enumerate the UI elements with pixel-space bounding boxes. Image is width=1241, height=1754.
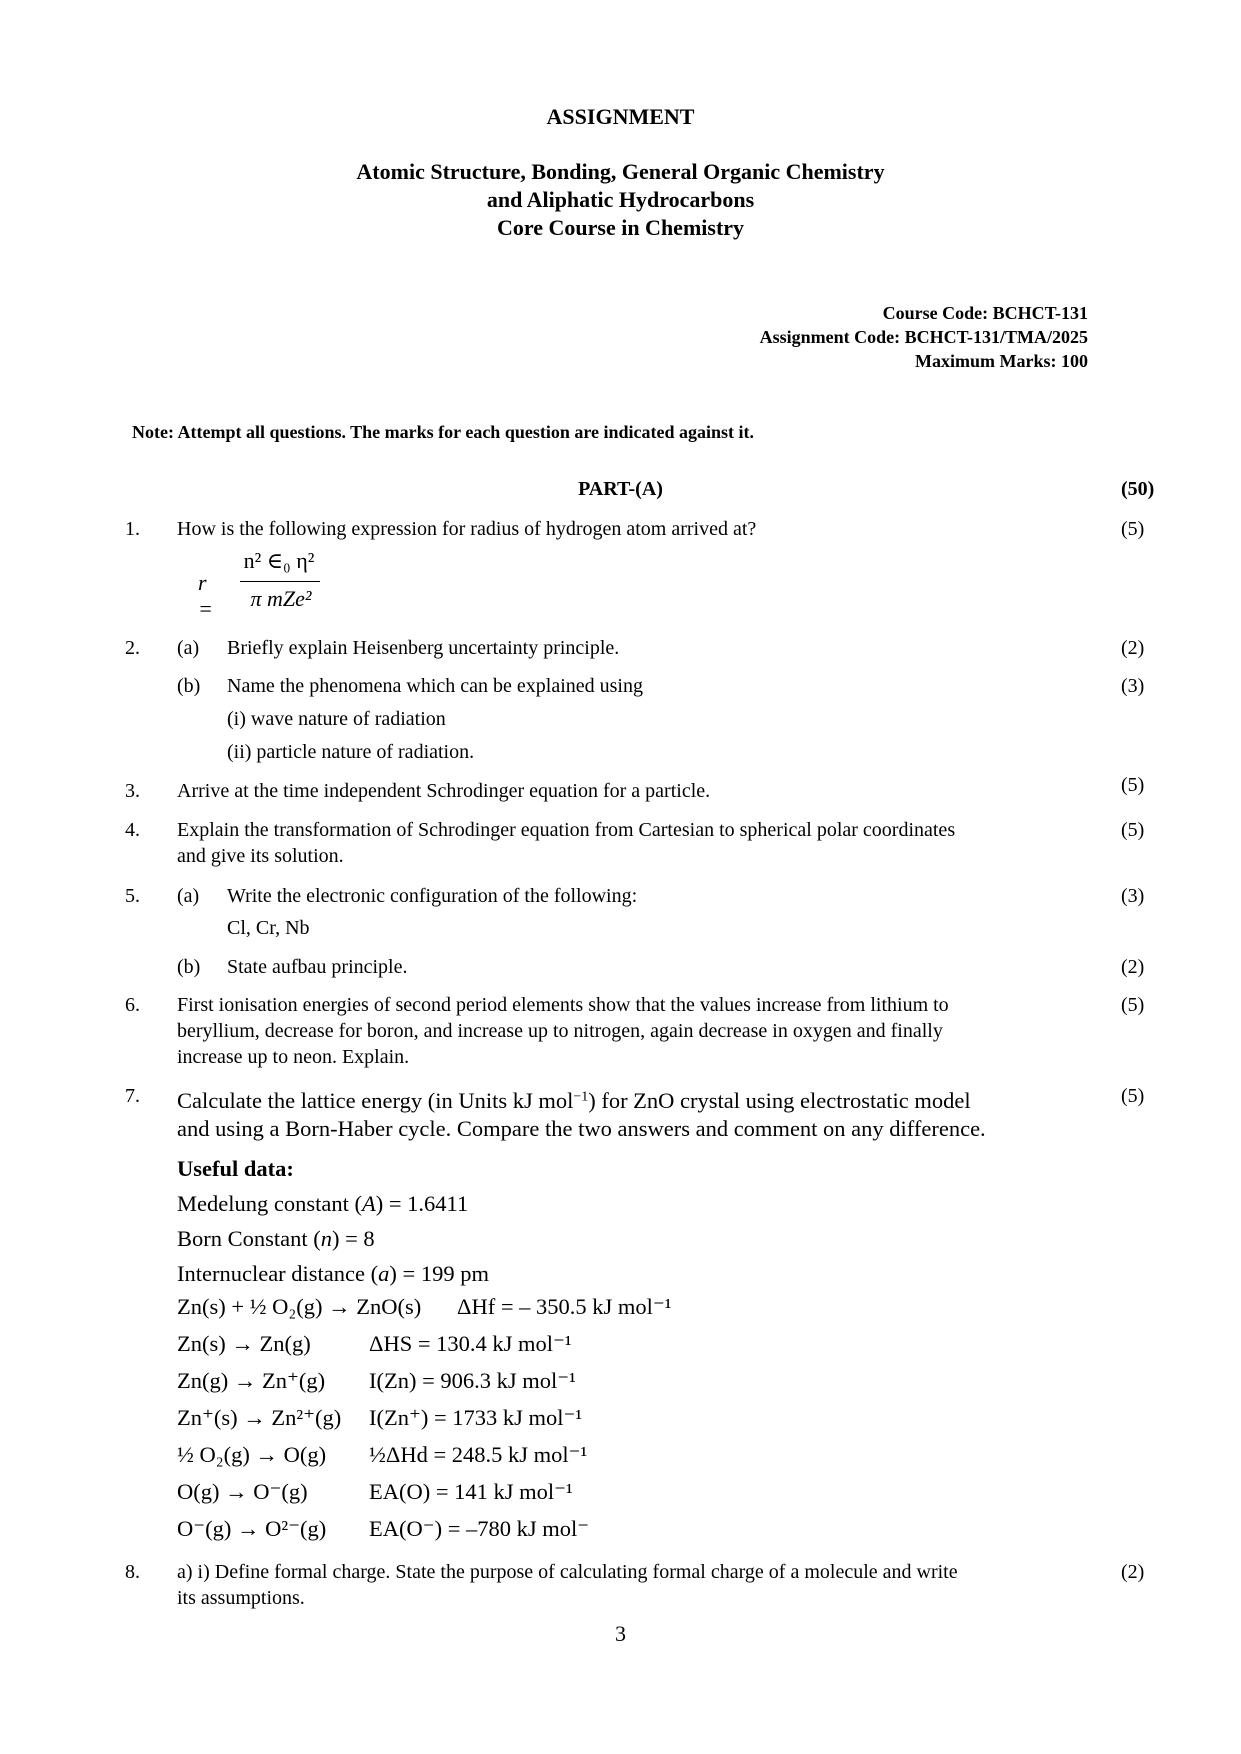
reaction: ½ O₂(g) → O(g) — [177, 1442, 327, 1467]
enthalpy-value: I(Zn) = 906.3 kJ mol⁻¹ — [369, 1368, 576, 1393]
q7-line1-part-a: Calculate the lattice energy (in Units kJ mol — [177, 1088, 574, 1113]
question-8-marks: (2) — [1121, 1561, 1145, 1583]
internuclear-var: a — [378, 1261, 390, 1286]
q7-line1-part-b: ) for ZnO crystal using electrostatic model — [588, 1088, 971, 1113]
question-3-text: Arrive at the time independent Schrodinger equation for a particle. — [177, 780, 711, 802]
question-2b-item-i: (i) wave nature of radiation — [227, 708, 446, 730]
question-6-line-1: First ionisation energies of second period elements show that the values increase from lithium to — [177, 994, 949, 1016]
reaction: Zn(s) + ½ O₂(g) → ZnO(s) — [177, 1294, 422, 1319]
question-2b-text: Name the phenomena which can be explained using — [227, 675, 643, 697]
question-6-line-3: increase up to neon. Explain. — [177, 1046, 410, 1068]
question-4-line-2: and give its solution. — [177, 845, 344, 867]
question-1-number: 1. — [125, 518, 140, 540]
question-5a-elements: Cl, Cr, Nb — [227, 917, 310, 939]
question-6-marks: (5) — [1121, 994, 1145, 1016]
question-5a-marks: (3) — [1121, 885, 1145, 907]
question-2a-text: Briefly explain Heisenberg uncertainty principle. — [227, 637, 620, 659]
question-5b-marks: (2) — [1121, 956, 1145, 978]
document-subtitle-line-1: Atomic Structure, Bonding, General Organic Chemistry — [356, 159, 885, 184]
course-code: Course Code: BCHCT-131 — [882, 303, 1088, 323]
part-marks: (50) — [1121, 478, 1155, 500]
question-2-number: 2. — [125, 637, 140, 659]
born-value: ) = 8 — [332, 1226, 375, 1251]
question-8-line-2: its assumptions. — [177, 1587, 305, 1609]
question-4-marks: (5) — [1121, 819, 1145, 841]
born-label: Born Constant ( — [177, 1226, 321, 1251]
internuclear-value: ) = 199 pm — [389, 1261, 489, 1286]
question-1-marks: (5) — [1121, 518, 1145, 540]
reaction: Zn⁺(s) → Zn²⁺(g) — [177, 1405, 342, 1430]
fraction-bar — [240, 581, 320, 582]
question-3-marks: (5) — [1121, 774, 1145, 796]
formula-lhs: r = — [198, 570, 213, 621]
question-6-number: 6. — [125, 994, 140, 1016]
question-2b-item-ii: (ii) particle nature of radiation. — [227, 741, 475, 763]
reaction: O(g) → O⁻(g) — [177, 1479, 308, 1504]
enthalpy-value: I(Zn⁺) = 1733 kJ mol⁻¹ — [369, 1405, 583, 1430]
reaction: Zn(g) → Zn⁺(g) — [177, 1368, 326, 1393]
document-subtitle-line-2: and Aliphatic Hydrocarbons — [486, 187, 755, 212]
question-7-number: 7. — [125, 1085, 140, 1107]
question-1-text: How is the following expression for radius of hydrogen atom arrived at? — [177, 518, 757, 540]
madelung-value: ) = 1.6411 — [375, 1191, 469, 1216]
question-3-number: 3. — [125, 780, 140, 802]
formula-denominator: π mZe² — [250, 586, 312, 611]
q7-line1-sup: −1 — [573, 1089, 589, 1105]
question-2a-label: (a) — [177, 637, 200, 659]
madelung-label: Medelung constant ( — [177, 1191, 362, 1216]
madelung-var: A — [361, 1191, 376, 1216]
instructions-note: Note: Attempt all questions. The marks for each question are indicated against it. — [132, 422, 755, 442]
course-info-block — [760, 301, 1088, 373]
reaction: O⁻(g) → O²⁻(g) — [177, 1516, 327, 1541]
question-7-line-2: and using a Born-Haber cycle. Compare the two answers and comment on any difference. — [177, 1116, 986, 1141]
question-5b-label: (b) — [177, 956, 201, 978]
page-number: 3 — [615, 1621, 626, 1646]
part-heading: PART-(A) — [578, 478, 663, 500]
maximum-marks: Maximum Marks: 100 — [915, 351, 1088, 371]
document-subtitle-line-3: Core Course in Chemistry — [496, 215, 745, 240]
question-2b-marks: (3) — [1121, 675, 1145, 697]
born-var: n — [320, 1226, 332, 1251]
enthalpy-value: EA(O) = 141 kJ mol⁻¹ — [369, 1479, 573, 1504]
madelung-constant — [177, 1188, 1077, 1219]
internuclear-distance — [177, 1258, 1077, 1289]
enthalpy-value: ΔHf = – 350.5 kJ mol⁻¹ — [457, 1294, 672, 1319]
question-5b-text: State aufbau principle. — [227, 956, 408, 978]
question-5a-text: Write the electronic configuration of the following: — [227, 885, 638, 907]
document-title: ASSIGNMENT — [546, 104, 695, 129]
question-6-line-2: beryllium, decrease for boron, and increase up to nitrogen, again decrease in oxygen and finally — [177, 1020, 943, 1042]
question-8-line-1: a) i) Define formal charge. State the purpose of calculating formal charge of a molecule and write — [177, 1561, 958, 1583]
internuclear-label: Internuclear distance ( — [177, 1261, 379, 1286]
question-5-number: 5. — [125, 885, 140, 907]
enthalpy-value: EA(O⁻) = –780 kJ mol⁻ — [369, 1516, 590, 1541]
question-5a-label: (a) — [177, 885, 200, 907]
question-4-line-1: Explain the transformation of Schrodinger equation from Cartesian to spherical polar coordinates — [177, 819, 956, 841]
useful-data-heading: Useful data: — [177, 1156, 294, 1181]
question-2b-label: (b) — [177, 675, 201, 697]
question-8-number: 8. — [125, 1561, 140, 1583]
enthalpy-value: ΔHS = 130.4 kJ mol⁻¹ — [369, 1331, 572, 1356]
question-7-line-1 — [177, 1085, 1077, 1116]
reaction: Zn(s) → Zn(g) — [177, 1331, 311, 1356]
assignment-code: Assignment Code: BCHCT-131/TMA/2025 — [759, 327, 1088, 347]
enthalpy-value: ½ΔHd = 248.5 kJ mol⁻¹ — [369, 1442, 588, 1467]
born-constant — [177, 1223, 1077, 1254]
formula-numerator: n² ∈₀ η² — [243, 548, 315, 573]
question-4-number: 4. — [125, 819, 140, 841]
question-7-marks: (5) — [1121, 1085, 1145, 1107]
question-2a-marks: (2) — [1121, 637, 1145, 659]
